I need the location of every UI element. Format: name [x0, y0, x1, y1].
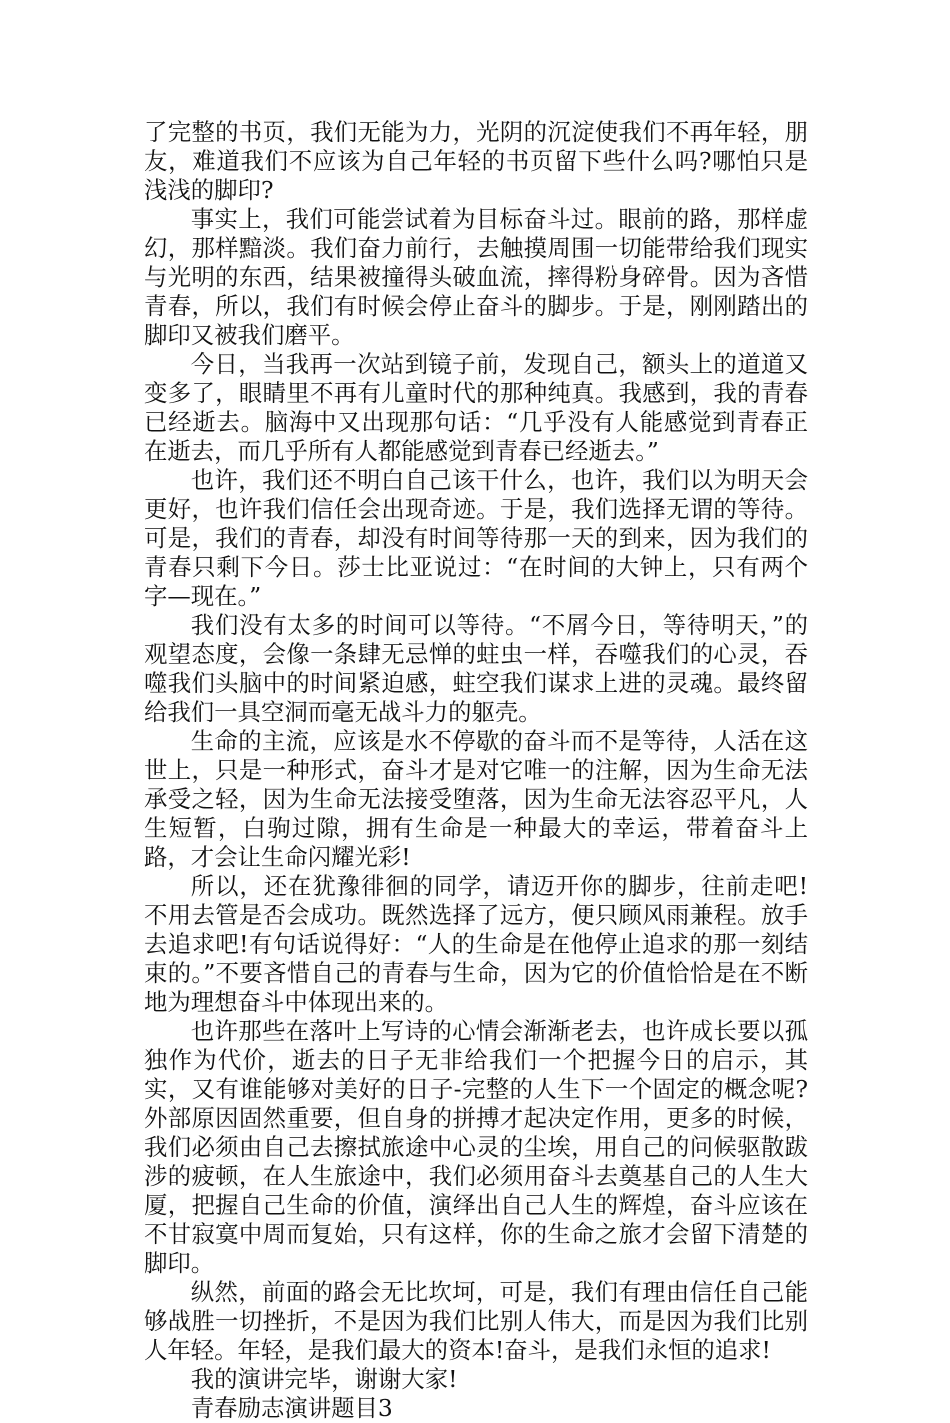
paragraph: 今日，当我再一次站到镜子前，发现自己，额头上的道道又变多了，眼睛里不再有儿童时代的那种纯真。我感到，我的青春已经逝去。脑海中又出现那句话：“几乎没有人能感觉到青春正在逝去，而几乎所有人都能感觉到青春已经逝去。”: [144, 350, 808, 465]
paragraph: 也许，我们还不明白自己该干什么，也许，我们以为明天会更好，也许我们信任会出现奇迹。于是，我们选择无谓的等待。可是，我们的青春，却没有时间等待那一天的到来，因为我们的青春只剩下今日。莎士比亚说过：“在时间的大钟上，只有两个字—现在。”: [144, 466, 808, 610]
paragraph: 生命的主流，应该是水不停歇的奋斗而不是等待，人活在这世上，只是一种形式，奋斗才是对它唯一的注解，因为生命无法承受之轻，因为生命无法接受堕落，因为生命无法容忍平凡，人生短暂，白驹过隙，拥有生命是一种最大的幸运，带着奋斗上路，才会让生命闪耀光彩!: [144, 727, 808, 871]
paragraph: 也许那些在落叶上写诗的心情会渐渐老去，也许成长要以孤独作为代价，逝去的日子无非给我们一个把握今日的启示，其实，又有谁能够对美好的日子-完整的人生下一个固定的概念呢?外部原因固然重要，但自身的拼搏才起决定作用，更多的时候，我们必须由自己去擦拭旅途中心灵的尘埃，用自己的问候驱散跋涉的疲顿，在人生旅途中，我们必须用奋斗去奠基自己的人生大厦，把握自己生命的价值，演绎出自己人生的辉煌，奋斗应该在不甘寂寞中周而复始，只有这样，你的生命之旅才会留下清楚的脚印。: [144, 1017, 808, 1277]
next-section-title: 青春励志演讲题目3: [190, 1394, 393, 1422]
paragraph: 事实上，我们可能尝试着为目标奋斗过。眼前的路，那样虚幻，那样黯淡。我们奋力前行，去触摸周围一切能带给我们现实与光明的东西，结果被撞得头破血流，摔得粉身碎骨。因为吝惜青春，所以，我们有时候会停止奋斗的脚步。于是，刚刚踏出的脚印又被我们磨平。: [144, 205, 808, 349]
document-body: [144, 118, 808, 1423]
paragraph-continued: 了完整的书页，我们无能为力，光阴的沉淀使我们不再年轻，朋友，难道我们不应该为自己年轻的书页留下些什么吗?哪怕只是浅浅的脚印?: [144, 118, 808, 204]
paragraph: 纵然，前面的路会无比坎坷，可是，我们有理由信任自己能够战胜一切挫折，不是因为我们比别人伟大，而是因为我们比别人年轻。年轻，是我们最大的资本!奋斗，是我们永恒的追求!: [144, 1278, 808, 1364]
paragraph: 所以，还在犹豫徘徊的同学，请迈开你的脚步，往前走吧!不用去管是否会成功。既然选择了远方，便只顾风雨兼程。放手去追求吧!有句话说得好：“人的生命是在他停止追求的那一刻结束的。”不要吝惜自己的青春与生命，因为它的价值恰恰是在不断地为理想奋斗中体现出来的。: [144, 872, 808, 1016]
paragraph: 我们没有太多的时间可以等待。“不屑今日，等待明天，”的观望态度，会像一条肆无忌惮的蛀虫一样，吞噬我们的心灵，吞噬我们头脑中的时间紧迫感，蛀空我们谋求上进的灵魂。最终留给我们一具空洞而毫无战斗力的躯壳。: [144, 611, 808, 726]
closing-line: 我的演讲完毕，谢谢大家!: [190, 1365, 458, 1393]
